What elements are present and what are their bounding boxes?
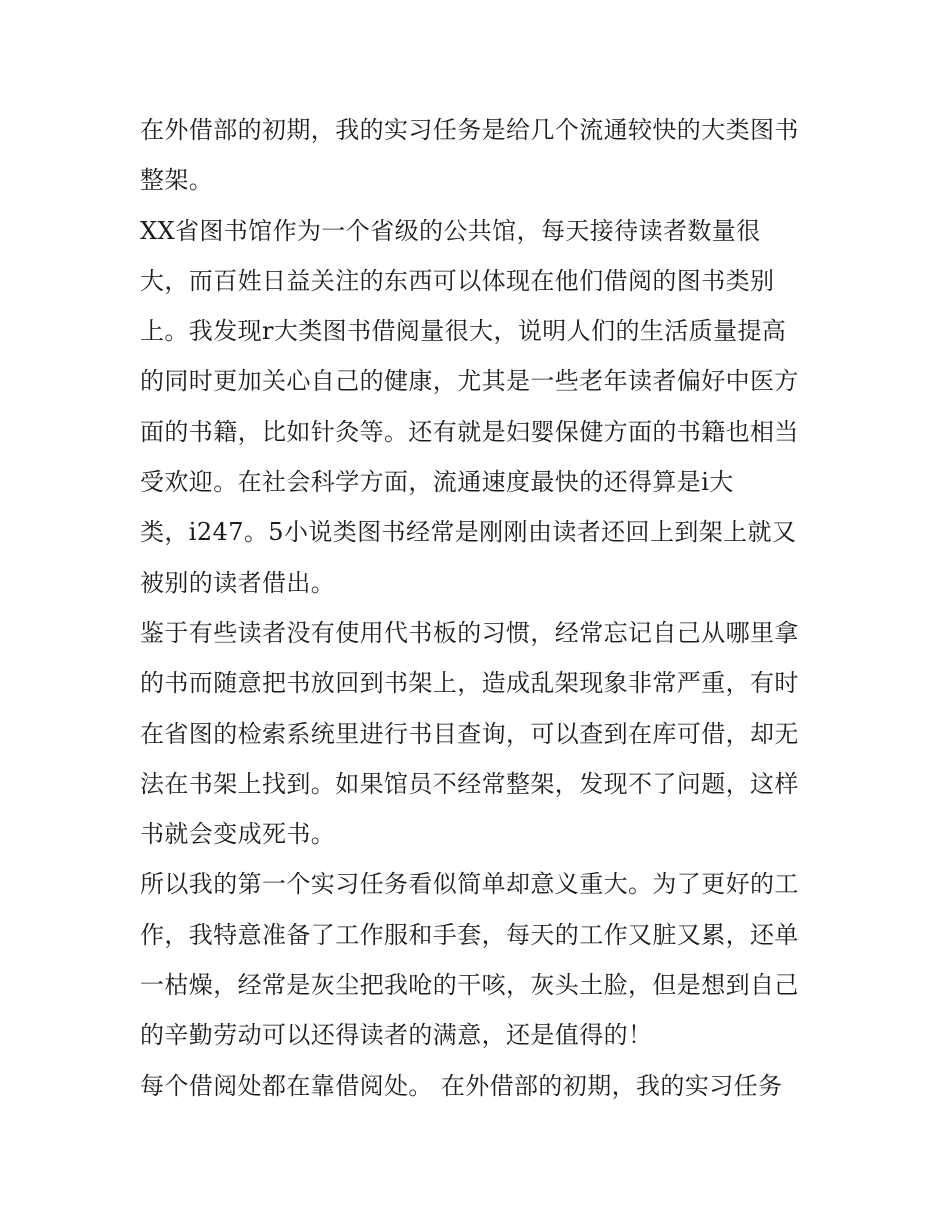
text-line: 上。我发现r大类图书借阅量很大，说明人们的生活质量提高	[140, 317, 787, 346]
text-line: 整架。	[140, 166, 214, 195]
text-line: 受欢迎。在社会科学方面，流通速度最快的还得算是i大	[140, 468, 734, 497]
text-line: 大，而百姓日益关注的东西可以体现在他们借阅的图书类别	[140, 266, 775, 295]
text-line: 一枯燥，经常是灰尘把我呛的干咳，灰头土脸，但是想到自己	[140, 971, 799, 1000]
text-line: XX省图书馆作为一个省级的公共馆，每天接待读者数量很	[140, 216, 761, 245]
text-line: 面的书籍，比如针灸等。还有就是妇婴保健方面的书籍也相当	[140, 417, 799, 446]
body-text	[140, 105, 830, 1111]
text-line: 法在书架上找到。如果馆员不经常整架，发现不了问题，这样	[140, 769, 799, 798]
text-line: 被别的读者借出。	[140, 568, 336, 597]
text-line: 所以我的第一个实习任务看似简单却意义重大。为了更好的工	[140, 870, 799, 899]
text-line: 类，i247。5小说类图书经常是刚刚由读者还回上到架上就又	[140, 518, 797, 547]
text-line: 鉴于有些读者没有使用代书板的习惯，经常忘记自己从哪里拿	[140, 618, 799, 647]
text-line: 书就会变成死书。	[140, 820, 336, 849]
text-line: 的辛勤劳动可以还得读者的满意，还是值得的！	[140, 1021, 653, 1050]
text-line: 在省图的检索系统里进行书目查询，可以查到在库可借，却无	[140, 719, 799, 748]
text-line: 在外借部的初期，我的实习任务是给几个流通较快的大类图书	[140, 116, 799, 144]
text-line: 每个借阅处都在靠借阅处。 在外借部的初期，我的实习任务	[140, 1071, 783, 1100]
text-line: 的书而随意把书放回到书架上，造成乱架现象非常严重，有时	[140, 669, 799, 698]
text-line: 作，我特意准备了工作服和手套，每天的工作又脏又累，还单	[140, 920, 799, 949]
text-line: 的同时更加关心自己的健康，尤其是一些老年读者偏好中医方	[140, 367, 799, 396]
